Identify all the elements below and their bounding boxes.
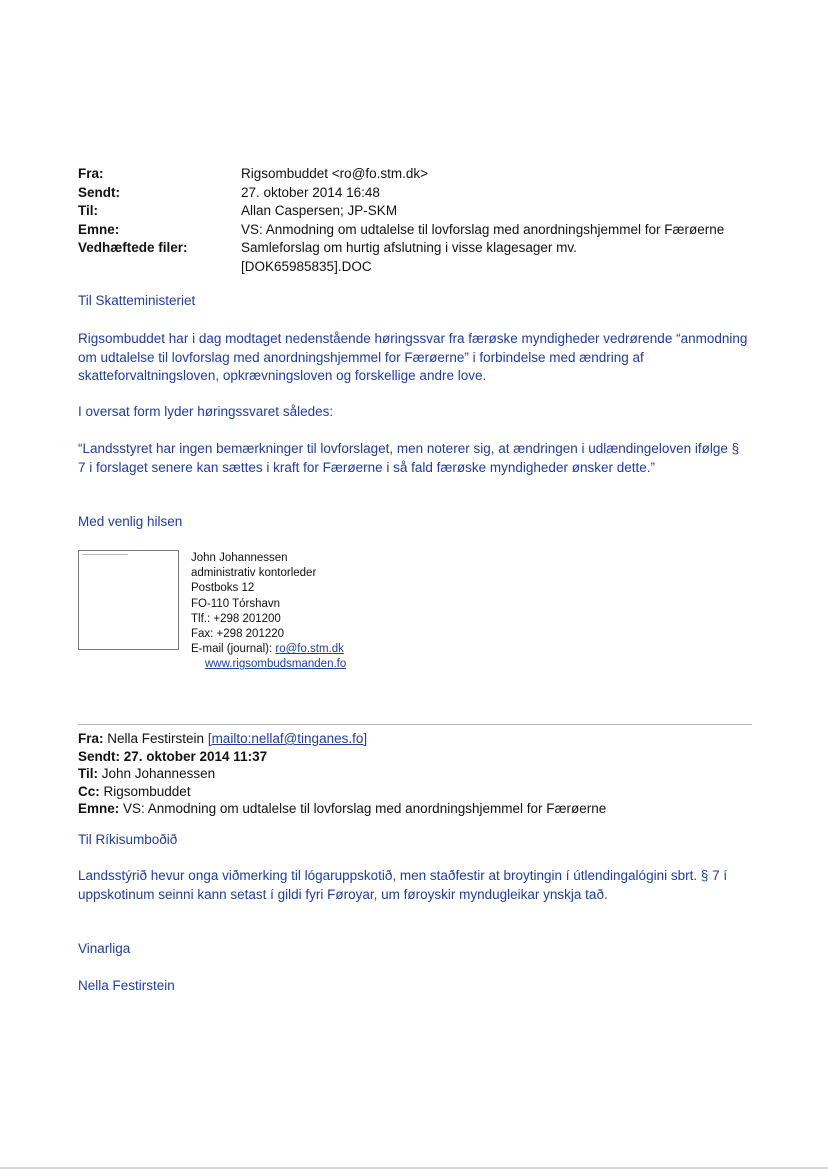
header-label <box>78 258 241 277</box>
signature-name: John Johannessen <box>191 552 288 564</box>
forwarded-cc-row <box>78 783 606 801</box>
signature-block <box>191 551 346 673</box>
attachment-name[interactable]: Samleforslag om hurtig afslutning i visse klagesager mv. <box>241 240 577 255</box>
forwarded-header <box>78 730 606 818</box>
signature-fax: Fax: +298 201220 <box>191 628 285 641</box>
header-row-attachments-cont <box>78 258 778 277</box>
body-paragraph: I oversat form lyder høringssvaret således: <box>78 404 334 419</box>
forwarded-to-row <box>78 765 606 783</box>
signature-address: Postboks 12 <box>191 582 255 595</box>
forwarded-subject-row <box>78 800 606 818</box>
quoted-reply: “Landsstyret har ingen bemærkninger til lovforslaget, men noterer sig, at ændringen i udlændingeloven ifølge § 7 i forslaget senere kan sættes i kraft for Færøerne i så fald færøske myndigheder ønsker dette.” <box>78 441 740 475</box>
body-paragraph: Rigsombuddet har i dag modtaget nedenstående høringssvar fra færøske myndigheder vedrørende “anmodning om udtalelse til lovforslag med anordningshjemmel for Færøerne” i forbindelse med ændring af skatteforvaltningsloven, opkrævningsloven og forskellige andre love. <box>78 331 748 383</box>
signature-email-row <box>191 642 346 657</box>
header-value: Rigsombuddet <ro@fo.stm.dk> <box>241 166 429 181</box>
message-separator <box>78 724 752 725</box>
header-row-to <box>78 202 778 221</box>
forwarded-closing: Vinarliga <box>78 941 131 956</box>
salutation: Til Skatteministeriet <box>78 293 196 308</box>
logo-placeholder-line <box>82 554 128 555</box>
header-label: Sendt: <box>78 748 120 764</box>
signature-logo-image <box>78 550 179 650</box>
header-label: Fra: <box>78 731 104 746</box>
signature-city: FO-110 Tórshavn <box>191 597 281 610</box>
forwarded-sent-row <box>78 748 606 766</box>
header-row-sent <box>78 184 778 203</box>
email-label: E-mail (journal): <box>191 643 276 656</box>
mailto-link[interactable]: [mailto:nellaf@tinganes.fo] <box>207 731 368 746</box>
closing: Med venlig hilsen <box>78 514 183 529</box>
header-label: Til: <box>78 766 98 781</box>
forwarded-from-row <box>78 730 606 748</box>
header-label: Til: <box>78 203 98 218</box>
forwarded-salutation: Til Ríkisumboðið <box>78 832 178 847</box>
header-label: Fra: <box>78 166 104 181</box>
header-row-attachments <box>78 239 778 258</box>
website-link[interactable]: www.rigsombudsmanden.fo <box>205 658 347 671</box>
header-value: VS: Anmodning om udtalelse til lovforslag med anordningshjemmel for Færøerne <box>241 221 725 237</box>
signature-website-row <box>191 657 346 672</box>
header-value: John Johannessen <box>98 766 216 781</box>
header-value: Rigsombuddet <box>99 783 191 799</box>
header-label: Cc: <box>78 783 100 799</box>
signature-phone: Tlf.: +298 201200 <box>191 612 281 625</box>
header-value: 27. oktober 2014 16:48 <box>241 184 380 200</box>
header-value: VS: Anmodning om udtalelse til lovforslag med anordningshjemmel for Færøerne <box>119 801 607 816</box>
forwarded-sender: Nella Festirstein <box>78 978 175 993</box>
header-label: Sendt: <box>78 184 120 200</box>
forwarded-paragraph: Landsstýrið hevur onga viðmerking til lógaruppskotið, men staðfestir at broytingin í útlendingalógini sbrt. § 7 í uppskotinum seinni kann setast í gildi fyri Føroyar, um føroyskir myndugleikar ynskja tað. <box>78 868 728 902</box>
header-row-subject <box>78 221 778 240</box>
header-row-from <box>78 165 778 184</box>
header-value: Nella Festirstein <box>103 731 208 746</box>
header-value: 27. oktober 2014 11:37 <box>120 748 268 764</box>
header-value: Allan Caspersen; JP-SKM <box>241 203 398 218</box>
signature-title: administrativ kontorleder <box>191 567 317 580</box>
email-header <box>78 165 778 276</box>
header-label: Vedhæftede filer: <box>78 240 188 255</box>
email-link[interactable]: ro@fo.stm.dk <box>275 643 344 656</box>
header-label: Emne: <box>78 221 120 237</box>
header-label: Emne: <box>78 801 120 816</box>
attachment-filename[interactable]: [DOK65985835].DOC <box>241 258 372 274</box>
